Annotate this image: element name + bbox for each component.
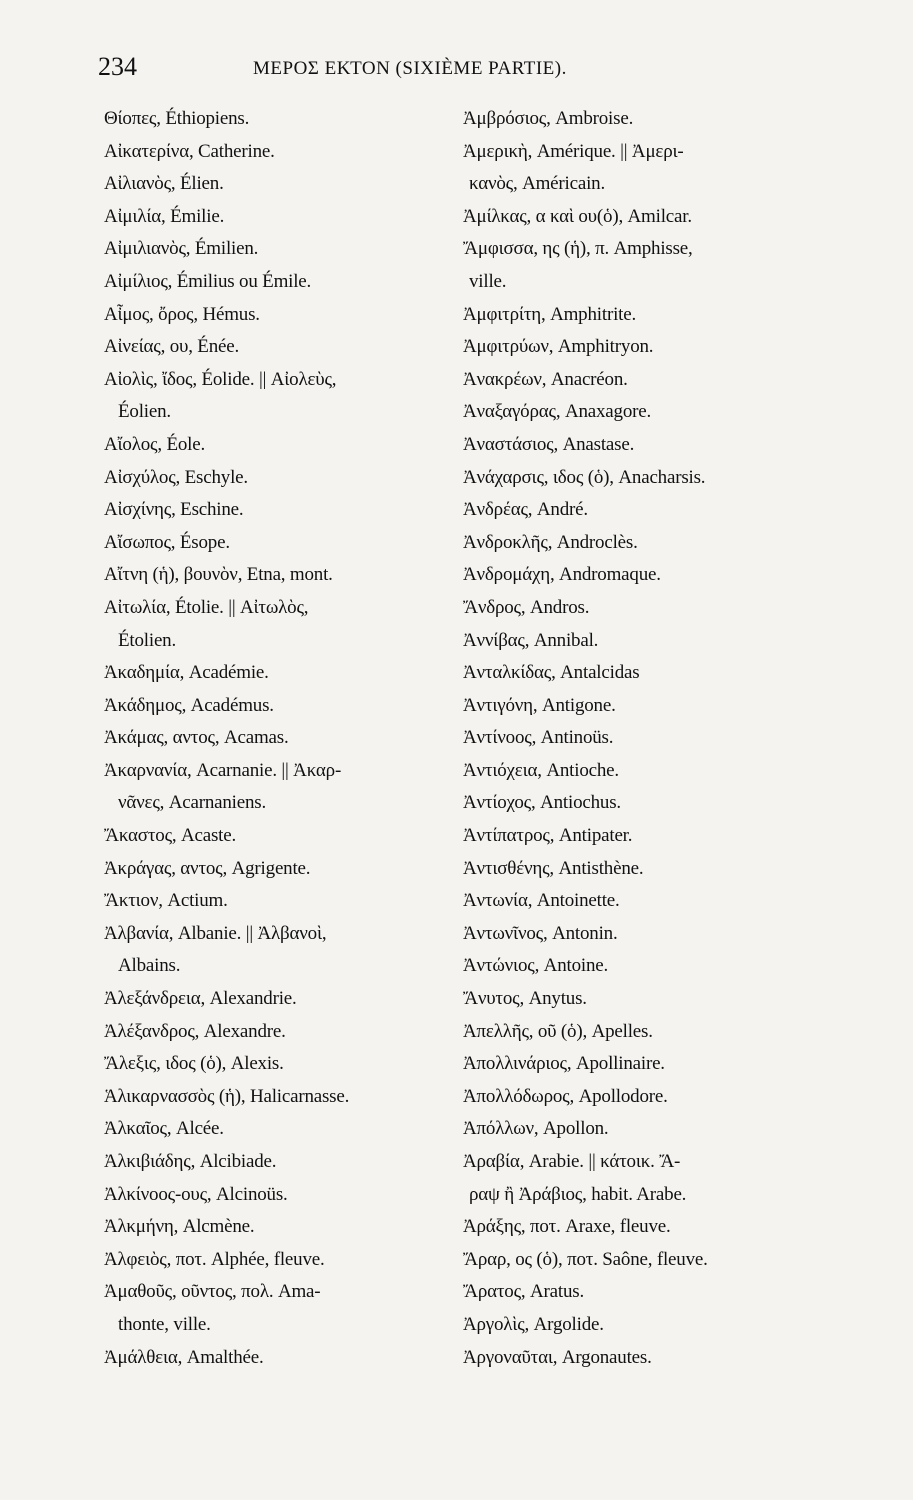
dictionary-entry-line: Ἀλκιβιάδης, Alcibiade.	[104, 1151, 277, 1172]
dictionary-entry-line: Ἀμίλκας, α καὶ ου(ὁ), Amilcar.	[463, 205, 692, 227]
dictionary-entry-line: ville.	[469, 270, 507, 292]
dictionary-entry-line: Ἀμφιτρίτη, Amphitrite.	[463, 303, 637, 325]
dictionary-entry-line: Ἀντίνοος, Antinoüs.	[463, 727, 614, 749]
dictionary-entry-line: Ἀλκαῖος, Alcée.	[104, 1118, 224, 1140]
dictionary-entry-line: Éolien.	[118, 401, 171, 423]
dictionary-entry-line: Ἀραβία, Arabie. || κάτοικ. Ἄ-	[463, 1151, 681, 1172]
dictionary-entry-line: Ἀπελλῆς, οῦ (ὁ), Apelles.	[463, 1020, 653, 1042]
dictionary-entry-line: Ἀλέξανδρος, Alexandre.	[104, 1020, 286, 1042]
dictionary-entry-line: Albains.	[118, 955, 181, 977]
dictionary-entry-line: Ἀναστάσιος, Anastase.	[463, 433, 635, 455]
dictionary-entry-line: Ἄνυτος, Anytus.	[463, 988, 587, 1010]
dictionary-entry-line: Ἀντιόχεια, Antioche.	[463, 759, 619, 781]
dictionary-entry-line: Αἰκατερίνα, Catherine.	[104, 140, 275, 162]
left-column	[104, 103, 524, 1374]
dictionary-entry-line: Ἀλκμήνη, Alcmène.	[104, 1216, 255, 1238]
dictionary-entry-line: Ἁλικαρνασσὸς (ἡ), Halicarnasse.	[104, 1085, 350, 1107]
dictionary-entry-line: Ἀνάχαρσις, ιδος (ὁ), Anacharsis.	[463, 466, 706, 488]
dictionary-entry-line: Ἀπολλινάριος, Apollinaire.	[463, 1053, 665, 1075]
dictionary-entry-line: Ἀκάδημος, Académus.	[104, 694, 274, 716]
dictionary-entry-line: Ἀνακρέων, Anacréon.	[463, 368, 628, 390]
dictionary-entry-line: Αἰσχίνης, Eschine.	[104, 499, 244, 521]
dictionary-entry-line: Ἀντωνία, Antoinette.	[463, 890, 620, 912]
dictionary-entry-line: Αἰμιλιανὸς, Émilien.	[104, 238, 259, 260]
dictionary-entry-line: Ἀμφιτρύων, Amphitryon.	[463, 336, 654, 358]
dictionary-entry-line: Αἰνείας, ου, Énée.	[104, 336, 240, 358]
dictionary-entry-line: Ἀντωνῖνος, Antonin.	[463, 922, 618, 944]
right-column	[463, 103, 883, 1374]
dictionary-entry-line: Ἀναξαγόρας, Anaxagore.	[463, 401, 652, 423]
dictionary-entry-line: Ἀργοναῦται, Argonautes.	[463, 1346, 652, 1368]
dictionary-entry-line: Ἀράξης, ποτ. Araxe, fleuve.	[463, 1216, 671, 1238]
dictionary-entry-line: Ἀντώνιος, Antoine.	[463, 955, 609, 977]
dictionary-entry-line: Αἴσωπος, Ésope.	[104, 531, 230, 553]
dictionary-entry-line: Ἀπολλόδωρος, Apollodore.	[463, 1085, 668, 1107]
dictionary-entry-line: Ἀλεξάνδρεια, Alexandrie.	[104, 988, 297, 1010]
running-title: ΜΕΡΟΣ ΕΚΤΟΝ (SIXIÈME PARTIE).	[253, 58, 567, 79]
dictionary-entry-line: Étolien.	[118, 629, 177, 651]
dictionary-entry-line: Ἀμβρόσιος, Ambroise.	[463, 108, 634, 129]
dictionary-entry-line: Ἄκαστος, Acaste.	[104, 825, 237, 847]
dictionary-entry-line: Ἀντίοχος, Antiochus.	[463, 792, 621, 814]
dictionary-entry-line: Αἰμιλία, Émilie.	[104, 205, 225, 227]
dictionary-entry-line: Αἰολὶς, ἴδος, Éolide. || Αἰολεὺς,	[104, 368, 337, 390]
dictionary-entry-line: Ἀμαθοῦς, οῦντος, πολ. Ama-	[104, 1281, 321, 1303]
dictionary-entry-line: Ἀκαδημία, Académie.	[104, 662, 269, 684]
dictionary-entry-line: Αἰλιανὸς, Élien.	[104, 173, 224, 195]
dictionary-entry-line: Ἄλεξις, ιδος (ὁ), Alexis.	[104, 1053, 284, 1075]
dictionary-entry-line: Αἴτνη (ἡ), βουνὸν, Etna, mont.	[104, 564, 333, 586]
dictionary-entry-line: Αἰμίλιος, Émilius ou Émile.	[104, 270, 312, 292]
dictionary-entry-line: Ἀλβανία, Albanie. || Ἀλβανοὶ,	[104, 922, 327, 944]
dictionary-entry-line: Ἀκαρνανία, Acarnanie. || Ἀκαρ-	[104, 759, 342, 781]
dictionary-entry-line: Ἀνταλκίδας, Antalcidas	[463, 662, 640, 684]
dictionary-entry-line: Ἀνδρέας, André.	[463, 499, 588, 521]
dictionary-entry-line: Ἄμφισσα, ης (ἡ), π. Amphisse,	[463, 238, 693, 260]
dictionary-entry-line: Ἄρατος, Aratus.	[463, 1281, 585, 1303]
dictionary-entry-line: Ἀκάμας, αντος, Acamas.	[104, 727, 289, 749]
dictionary-entry-line: Αἰσχύλος, Eschyle.	[104, 466, 248, 488]
page-number: 234	[98, 52, 137, 81]
dictionary-entry-line: Ἀλκίνοος-ους, Alcinoüs.	[104, 1183, 288, 1205]
dictionary-entry-line: Θίοπες, Éthiopiens.	[104, 108, 250, 129]
dictionary-entry-line: Ἀμάλθεια, Amalthée.	[104, 1346, 264, 1368]
dictionary-entry-line: κανὸς, Américain.	[469, 173, 606, 195]
page-header	[98, 52, 858, 92]
dictionary-entry-line: thonte, ville.	[118, 1313, 211, 1335]
dictionary-entry-line: Αἶμος, ὄρος, Hémus.	[104, 303, 260, 325]
dictionary-entry-line: ραψ ἢ Ἀράβιος, habit. Arabe.	[469, 1183, 687, 1205]
dictionary-entry-line: Ἀλφειὸς, ποτ. Alphée, fleuve.	[104, 1248, 325, 1270]
dictionary-entry-line: Ἄνδρος, Andros.	[463, 596, 590, 618]
dictionary-entry-line: Ἀνδροκλῆς, Androclès.	[463, 531, 638, 553]
dictionary-entry-line: Ἄκτιον, Actium.	[104, 890, 228, 912]
dictionary-entry-line: Ἀκράγας, αντος, Agrigente.	[104, 857, 311, 879]
dictionary-entry-line: Ἀντισθένης, Antisthène.	[463, 857, 644, 879]
dictionary-entry-line: Ἀνδρομάχη, Andromaque.	[463, 564, 661, 586]
dictionary-entry-line: νᾶνες, Acarnaniens.	[118, 792, 267, 814]
dictionary-entry-line: Ἀργολὶς, Argolide.	[463, 1313, 604, 1335]
dictionary-entry-line: Αἰτωλία, Étolie. || Αἰτωλὸς,	[104, 596, 309, 618]
dictionary-entry-line: Ἀπόλλων, Apollon.	[463, 1118, 609, 1140]
dictionary-entry-line: Ἀντίπατρος, Antipater.	[463, 825, 633, 847]
dictionary-entry-line: Ἀμερικὴ, Amérique. || Ἀμερι-	[463, 140, 684, 162]
dictionary-entry-line: Ἄραρ, ος (ὁ), ποτ. Saône, fleuve.	[463, 1248, 708, 1270]
dictionary-entry-line: Ἀντιγόνη, Antigone.	[463, 694, 616, 716]
dictionary-entry-line: Ἀννίβας, Annibal.	[463, 629, 599, 651]
dictionary-entry-line: Αἴολος, Éole.	[104, 433, 206, 455]
